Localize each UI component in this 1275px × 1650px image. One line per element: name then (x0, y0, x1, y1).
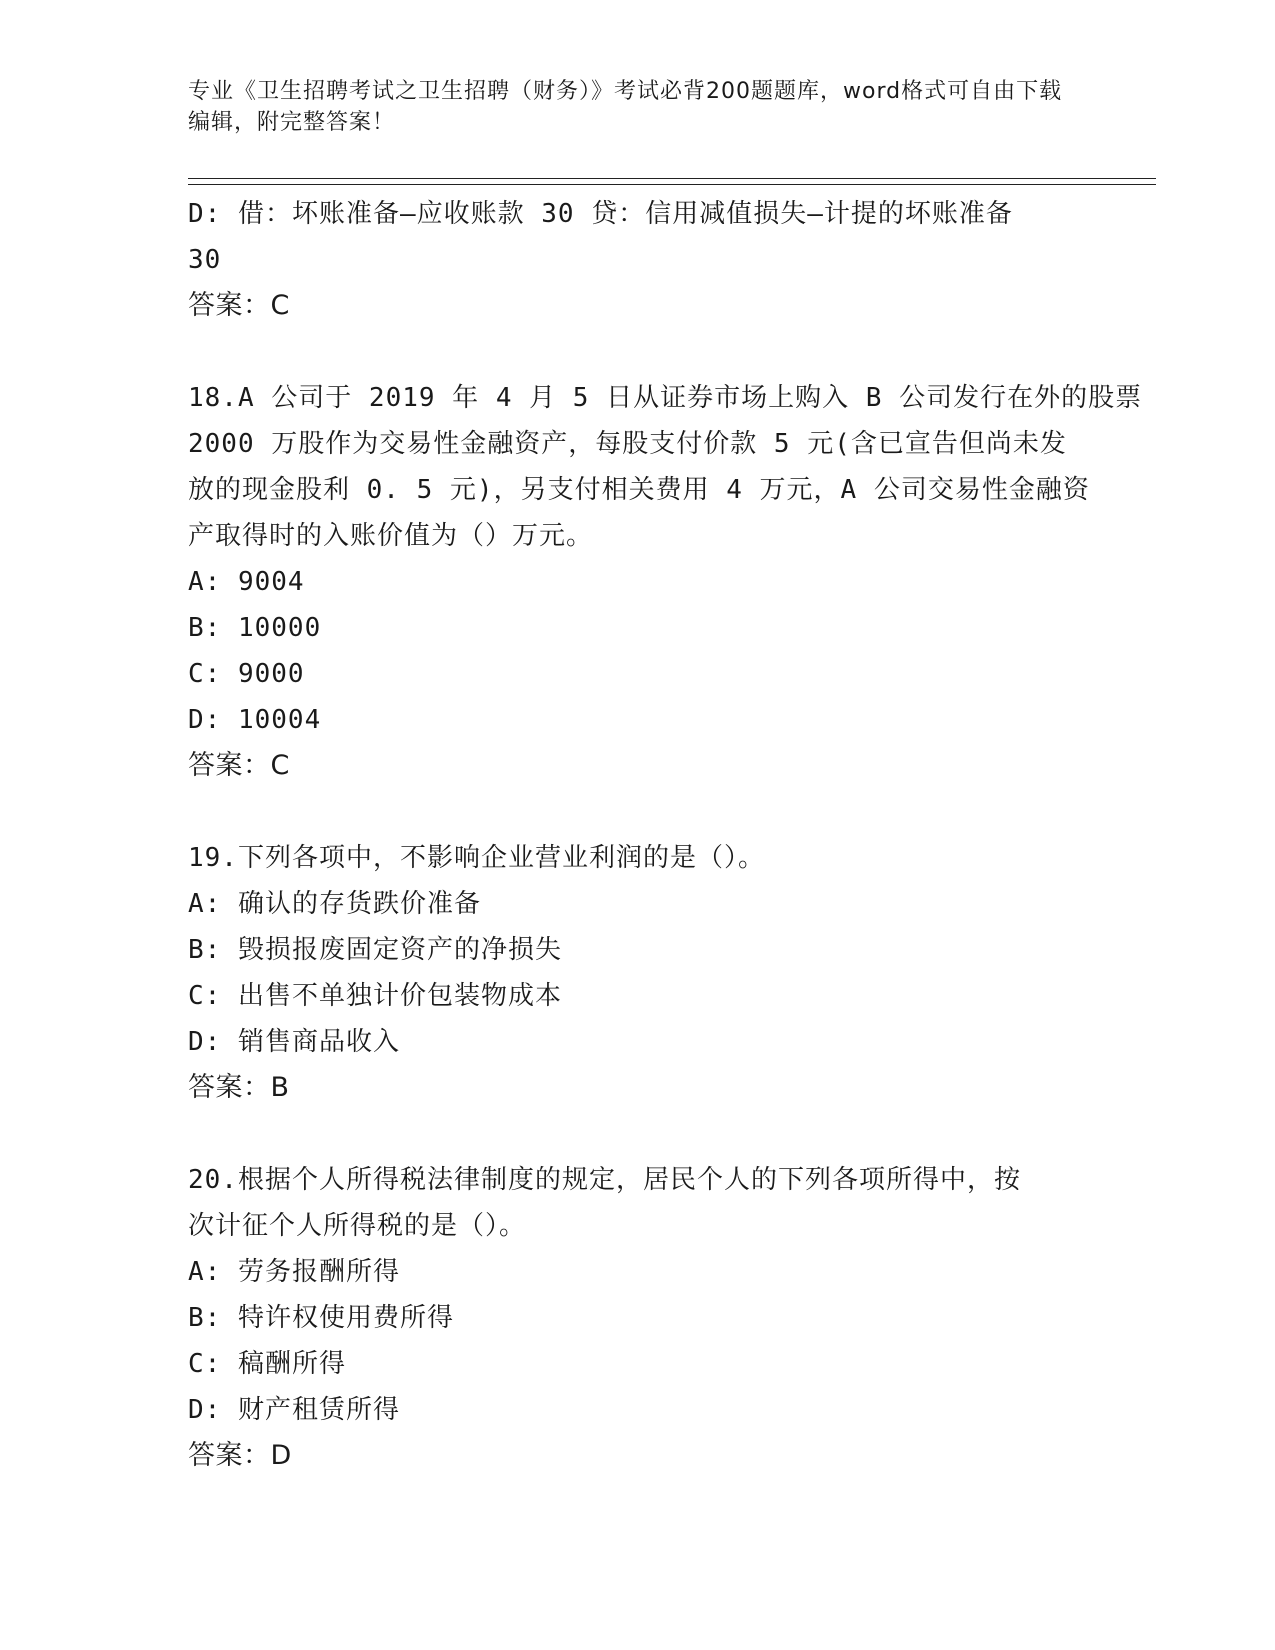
option-c: C: 稿酬所得 (188, 1349, 346, 1379)
option-c: C: 9000 (188, 659, 305, 689)
option-d: D: 10004 (188, 705, 322, 735)
option-a: A: 确认的存货跌价准备 (188, 889, 481, 919)
question-stem-line: 20.根据个人所得税法律制度的规定，居民个人的下列各项所得中，按 (188, 1165, 1021, 1195)
option-a: A: 9004 (188, 567, 305, 597)
option-a: A: 劳务报酬所得 (188, 1257, 400, 1287)
option-c: C: 出售不单独计价包装物成本 (188, 981, 562, 1011)
question-stem-line: 放的现金股利 0. 5 元)，另支付相关费用 4 万元，A 公司交易性金融资 (188, 475, 1090, 505)
answer-line: 答案：C (188, 290, 290, 321)
question-stem-line: 19.下列各项中，不影响企业营业利润的是（）。 (188, 843, 765, 873)
option-b: B: 10000 (188, 613, 322, 643)
question-stem-line: 产取得时的入账价值为（）万元。 (188, 521, 594, 551)
spacer (188, 1111, 1093, 1157)
answer-line: 答案：C (188, 750, 290, 781)
document-header: 专业《卫生招聘考试之卫生招聘（财务）》考试必背200题题库，word格式可自由下载编辑，附完整答案！ (188, 79, 1063, 135)
option-b: B: 特许权使用费所得 (188, 1303, 454, 1333)
option-d: D: 销售商品收入 (188, 1027, 400, 1057)
question-19 (188, 835, 1093, 1111)
question-content (188, 191, 1143, 1479)
spacer (188, 329, 1093, 375)
option-d-continued: 30 (188, 245, 222, 275)
header-rule-top (188, 178, 1156, 179)
question-stem-line: 2000 万股作为交易性金融资产，每股支付价款 5 元(含已宣告但尚未发 (188, 429, 1067, 459)
option-d: D: 财产租赁所得 (188, 1395, 400, 1425)
option-d: D: 借：坏账准备—应收账款 30 贷：信用减值损失—计提的坏账准备 (188, 199, 1013, 229)
spacer (188, 789, 1093, 835)
option-b: B: 毁损报废固定资产的净损失 (188, 935, 562, 965)
question-20 (188, 1157, 1093, 1479)
question-stem-line: 次计征个人所得税的是（）。 (188, 1211, 527, 1241)
answer-line: 答案：D (188, 1440, 292, 1471)
question-18 (188, 375, 1143, 789)
answer-line: 答案：B (188, 1072, 290, 1103)
header-rule-bottom (188, 184, 1156, 185)
question-stem-line: 18.A 公司于 2019 年 4 月 5 日从证券市场上购入 B 公司发行在外的股票 (188, 383, 1143, 413)
